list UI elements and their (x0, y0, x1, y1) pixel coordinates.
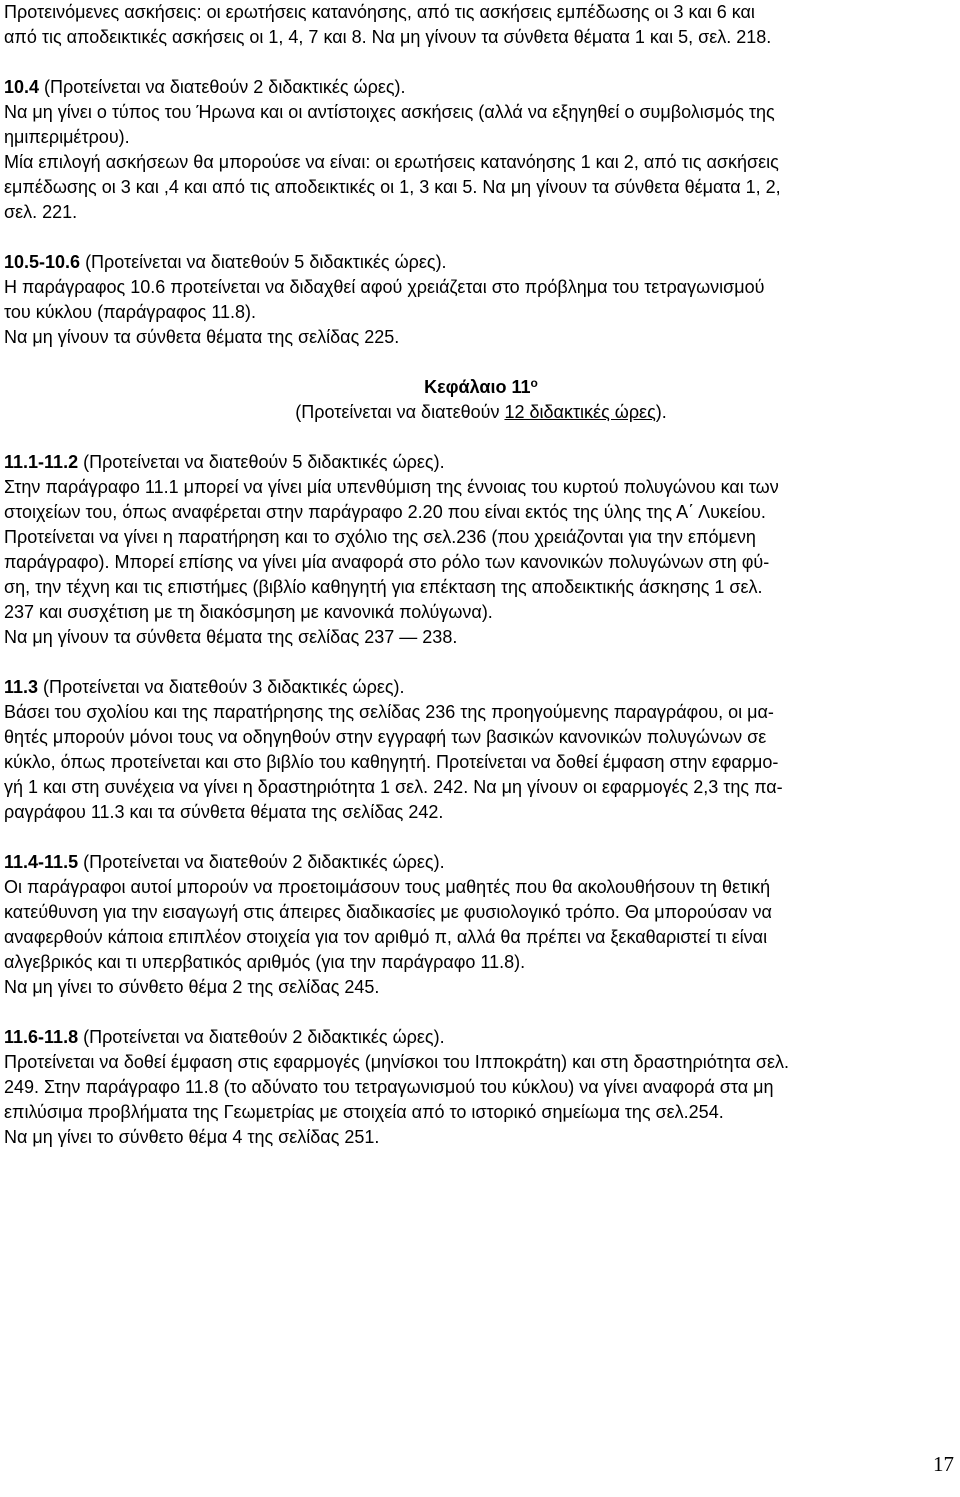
paragraph-line: ση, την τέχνη και τις επιστήμες (βιβλίο καθηγητή για επέκταση της αποδεικτικής άσκησης 1 σελ. (4, 577, 763, 597)
paragraph-line: ραγράφου 11.3 και τα σύνθετα θέματα της σελίδας 242. (4, 802, 444, 822)
paragraph-line: Να μη γίνουν τα σύνθετα θέματα της σελίδας 225. (4, 327, 400, 347)
section-note: (Προτείνεται να διατεθούν 3 διδακτικές ώρες). (38, 677, 405, 697)
chapter-title: Κεφάλαιο $11^o$ (424, 376, 538, 397)
paragraph-line: 249. Στην παράγραφο 11.8 (το αδύνατο του τετραγωνισμού του κύκλου) να γίνει αναφορά στα μη (4, 1077, 774, 1097)
paragraph-line: Να μη γίνει ο τύπος του Ήρωνα και οι αντίστοιχες ασκήσεις (αλλά να εξηγηθεί ο συμβολισμός της (4, 102, 775, 122)
paragraph-line: Μία επιλογή ασκήσεων θα μπορούσε να είναι: οι ερωτήσεις κατανόησης 1 και 2, από τις ασκήσεις (4, 152, 779, 172)
paragraph-line: αναφερθούν κάποια επιπλέον στοιχεία για τον αριθμό π, αλλά θα πρέπει να ξεκαθαριστεί τι είναι (4, 927, 768, 947)
paragraph-line: Οι παράγραφοι αυτοί μπορούν να προετοιμάσουν τους μαθητές που θα ακολουθήσουν τη θετική (4, 877, 771, 897)
paragraph-line: Να μη γίνουν τα σύνθετα θέματα της σελίδας 237 — 238. (4, 627, 458, 647)
paragraph-line: σελ. 221. (4, 202, 78, 222)
paragraph-line: γή 1 και στη συνέχεια να γίνει η δραστηριότητα 1 σελ. 242. Να μη γίνουν οι εφαρμογές 2,3 της πα- (4, 777, 783, 797)
intro-line: Προτεινόμενες ασκήσεις: οι ερωτήσεις κατανόησης, από τις ασκήσεις εμπέδωσης οι 3 και 6 και (4, 2, 755, 22)
paragraph-line: Βάσει του σχολίου και της παρατήρησης της σελίδας 236 της προηγούμενης παραγράφου, οι μα- (4, 702, 774, 722)
section-heading-11-1 (4, 450, 958, 475)
paragraph-line: εμπέδωσης οι 3 και ,4 και από τις αποδεικτικές οι 1, 3 και 5. Να μη γίνουν τα σύνθετα θέματα 1, 2, (4, 177, 781, 197)
paragraph-line: Η παράγραφος 10.6 προτείνεται να διδαχθεί αφού χρειάζεται στο πρόβλημα του τετραγωνισμού (4, 277, 765, 297)
section-number: 11.3 (4, 677, 39, 697)
section-number: 10.4 (4, 77, 40, 97)
section-number: 11.4-11.5 (4, 852, 79, 872)
paragraph-line: 237 και συσχέτιση με τη διακόσμηση με κανονικά πολύγωνα). (4, 602, 493, 622)
paragraph-line: Στην παράγραφο 11.1 μπορεί να γίνει μία υπενθύμιση της έννοιας του κυρτού πολυγώνου και των (4, 477, 779, 497)
section-heading-10-4 (4, 75, 958, 100)
paragraph-line: θητές μπορούν μόνοι τους να οδηγηθούν στην εγγραφή των βασικών κανονικών πολυγώνων σε (4, 727, 767, 747)
paragraph-line: Να μη γίνει το σύνθετο θέμα 4 της σελίδας 251. (4, 1127, 380, 1147)
paragraph-line: Προτείνεται να δοθεί έμφαση στις εφαρμογές (μηνίσκοι του Ιπποκράτη) και στη δραστηριότητα σελ. (4, 1052, 789, 1072)
section-note: (Προτείνεται να διατεθούν 5 διδακτικές ώρες). (80, 252, 447, 272)
section-heading-10-5 (4, 250, 958, 275)
paragraph-line: ημιπεριμέτρου). (4, 127, 130, 147)
intro-line: από τις αποδεικτικές ασκήσεις οι 1, 4, 7 και 8. Να μη γίνουν τα σύνθετα θέματα 1 και 5, σελ. 218. (4, 27, 772, 47)
paragraph-line: αλγεβρικός και τι υπερβατικός αριθμός (για την παράγραφο 11.8). (4, 952, 526, 972)
section-heading-11-3 (4, 675, 958, 700)
paragraph-line: του κύκλου (παράγραφος 11.8). (4, 302, 257, 322)
section-note: (Προτείνεται να διατεθούν 2 διδακτικές ώρες). (78, 852, 445, 872)
paragraph-line: κατεύθυνση για την εισαγωγή στις άπειρες διαδικασίες με φυσιολογικό τρόπο. Θα μπορούσαν να (4, 902, 772, 922)
section-note: (Προτείνεται να διατεθούν 5 διδακτικές ώρες). (78, 452, 445, 472)
section-note: (Προτείνεται να διατεθούν 2 διδακτικές ώρες). (39, 77, 406, 97)
section-heading-11-6 (4, 1025, 958, 1050)
section-note: (Προτείνεται να διατεθούν 2 διδακτικές ώρες). (78, 1027, 445, 1047)
chapter-title-superscript: ο (530, 376, 538, 390)
chapter-hours: 12 διδακτικές ώρες (504, 402, 656, 422)
section-heading-11-4 (4, 850, 958, 875)
document-page (4, 0, 958, 1150)
paragraph-line: Να μη γίνει το σύνθετο θέμα 2 της σελίδας 245. (4, 977, 380, 997)
section-number: 11.6-11.8 (4, 1027, 79, 1047)
paragraph-line: παράγραφο). Μπορεί επίσης να γίνει μία αναφορά στο ρόλο των κανονικών πολυγώνων στη φύ- (4, 552, 770, 572)
paragraph-line: κύκλο, όπως προτείνεται και στο βιβλίο του καθηγητή. Προτείνεται να δοθεί έμφαση στην εφαρμο- (4, 752, 779, 772)
page-number: 17 (933, 1452, 954, 1476)
paragraph-line: Προτείνεται να γίνει η παρατήρηση και το σχόλιο της σελ.236 (που χρειάζονται για την επόμενη (4, 527, 756, 547)
section-number: 11.1-11.2 (4, 452, 79, 472)
chapter-note: (Προτείνεται να διατεθούν 12 διδακτικές ώρες). (295, 402, 667, 422)
paragraph-line: στοιχείων του, όπως αναφέρεται στην παράγραφο 2.20 που είναι εκτός της ύλης της Α΄ Λυκείου. (4, 502, 766, 522)
section-number: 10.5-10.6 (4, 252, 81, 272)
paragraph-line: επιλύσιμα προβλήματα της Γεωμετρίας με στοιχεία από το ιστορικό σημείωμα της σελ.254. (4, 1102, 724, 1122)
